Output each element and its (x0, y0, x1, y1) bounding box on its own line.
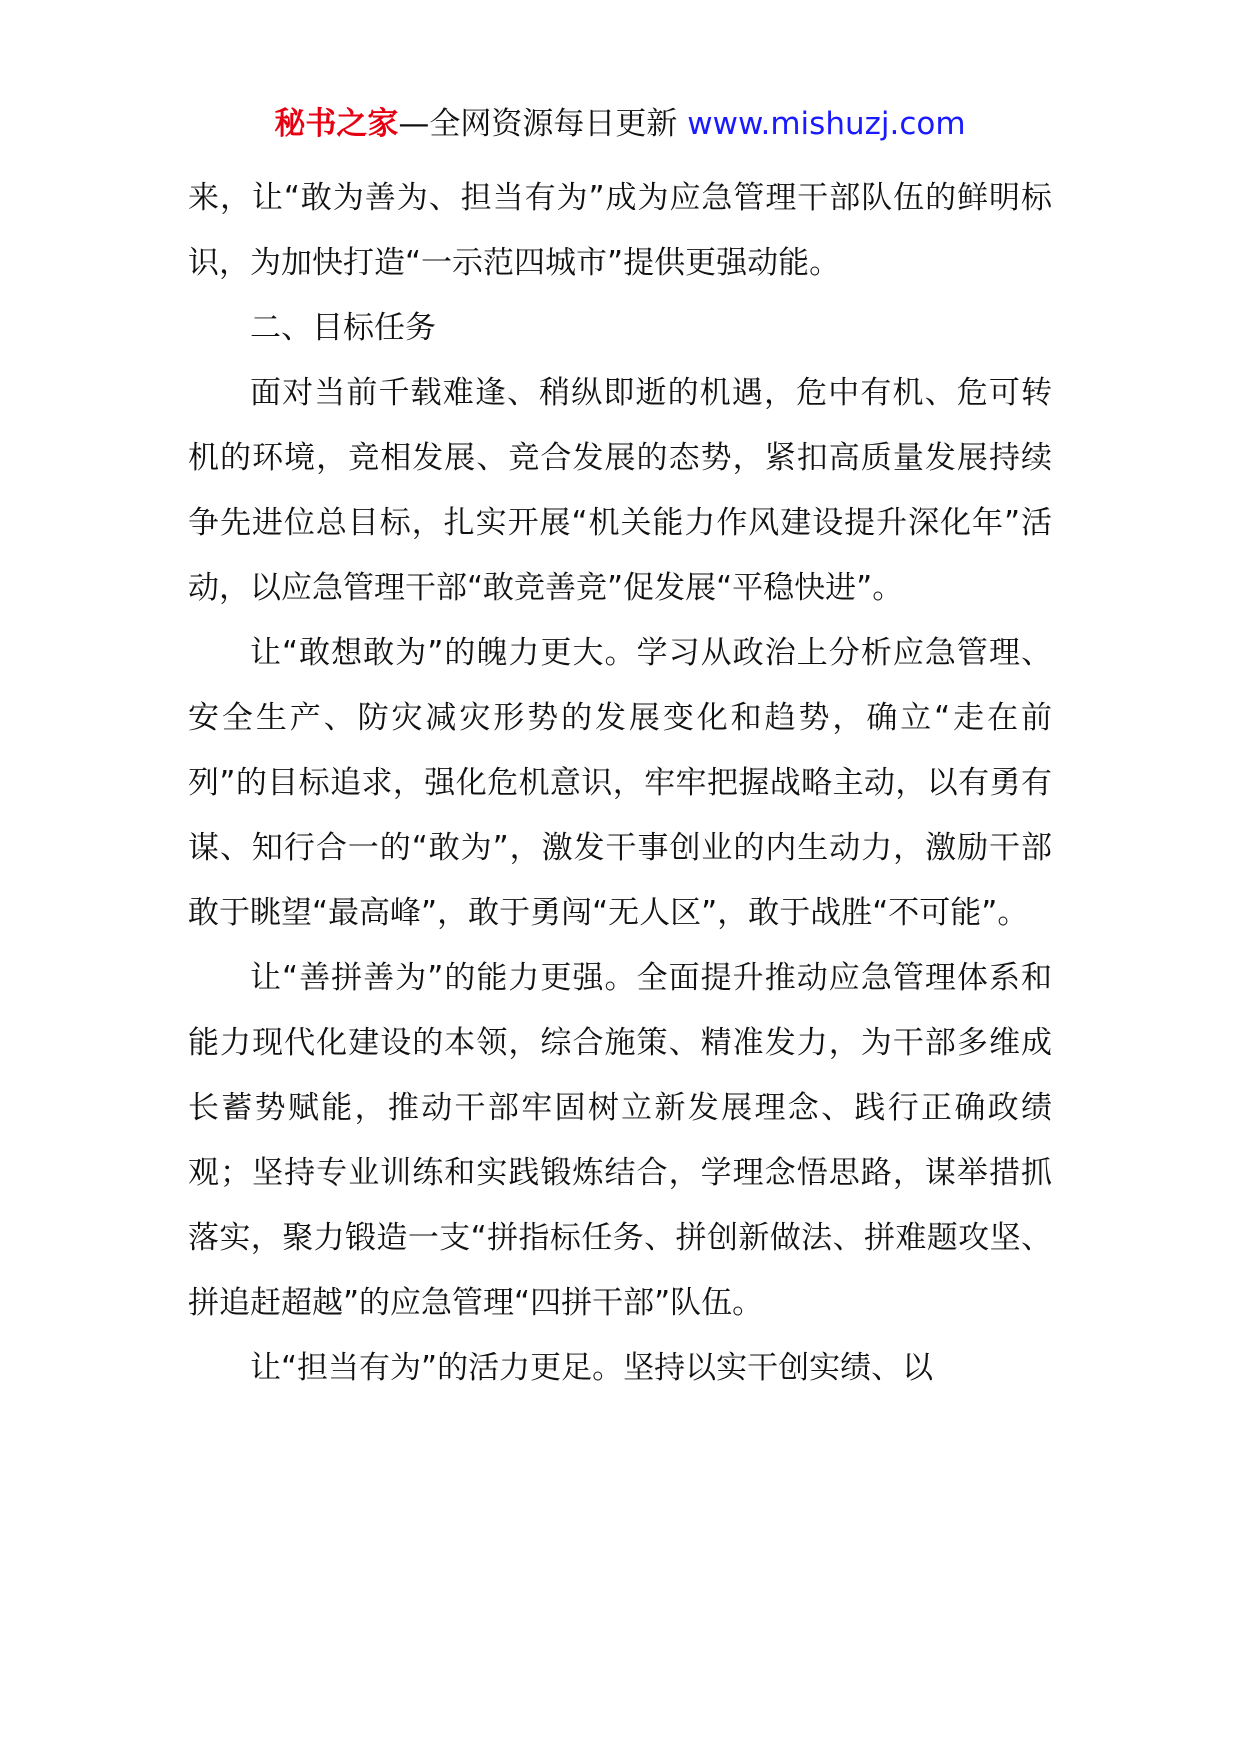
section-heading: 二、目标任务 (250, 310, 436, 346)
paragraph: 让“敢想敢为”的魄力更大。学习从政治上分析应急管理、安全生产、防灾减灾形势的发展变化和趋势，确立“走在前列”的目标追求，强化危机意识，牢牢把握战略主动，以有勇有谋、知行合一的“敢为”，激发干事创业的内生动力，激励干部敢于眺望“最高峰”，敢于勇闯“无人区”，敢于战胜“不可能”。 (188, 635, 1052, 931)
site-header (0, 102, 1240, 146)
paragraph-continuation: 来，让“敢为善为、担当有为”成为应急管理干部队伍的鲜明标识，为加快打造“一示范四城市”提供更强动能。 (188, 180, 1052, 281)
brand-name: 秘书之家 (274, 106, 399, 142)
paragraph: 让“担当有为”的活力更足。坚持以实干创实绩、以 (250, 1350, 934, 1386)
document-body (188, 166, 1052, 1401)
paragraph: 面对当前千载难逢、稍纵即逝的机遇，危中有机、危可转机的环境，竞相发展、竞合发展的态势，紧扣高质量发展持续争先进位总目标，扎实开展“机关能力作风建设提升深化年”活动，以应急管理干部“敢竞善竞”促发展“平稳快进”。 (188, 375, 1052, 606)
site-url[interactable]: www.mishuzj.com (687, 106, 966, 142)
header-tagline: —全网资源每日更新 (398, 106, 688, 142)
paragraph: 让“善拼善为”的能力更强。全面提升推动应急管理体系和能力现代化建设的本领，综合施策、精准发力，为干部多维成长蓄势赋能，推动干部牢固树立新发展理念、践行正确政绩观；坚持专业训练和实践锻炼结合，学理念悟思路，谋举措抓落实，聚力锻造一支“拼指标任务、拼创新做法、拼难题攻坚、拼追赶超越”的应急管理“四拼干部”队伍。 (188, 960, 1052, 1321)
